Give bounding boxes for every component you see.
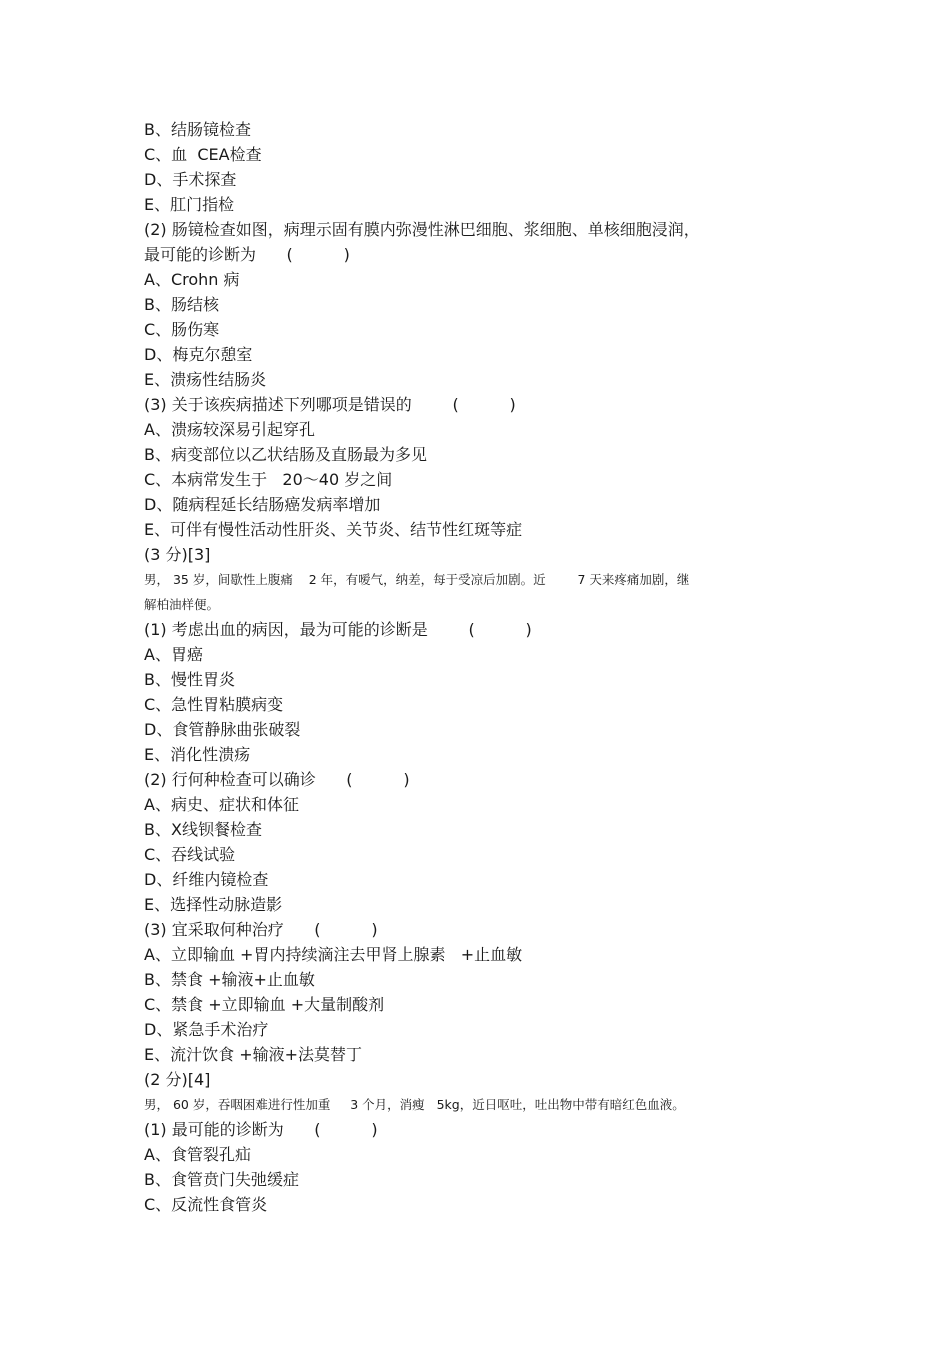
text-line: E、消化性溃疡: [144, 745, 251, 764]
text-line: (1) 考虑出血的病因，最为可能的诊断是 ( ): [144, 620, 532, 639]
text-line: D、手术探查: [144, 170, 237, 189]
text-line: (3) 关于该疾病描述下列哪项是错误的 ( ): [144, 395, 516, 414]
text-line: E、选择性动脉造影: [144, 895, 283, 914]
text-line: D、纤维内镜检查: [144, 870, 269, 889]
text-line: B、肠结核: [144, 295, 219, 314]
text-line: C、血 CEA检查: [144, 145, 262, 164]
text-line: E、可伴有慢性活动性肝炎、关节炎、结节性红斑等症: [144, 520, 523, 539]
text-line: B、慢性胃炎: [144, 670, 235, 689]
text-line: A、立即输血 +胃内持续滴注去甲肾上腺素 +止血敏: [144, 945, 523, 964]
text-line: 男， 60 岁，吞咽困难进行性加重 3 个月，消瘦 5kg，近日呕吐，吐出物中带有暗红色血液。: [144, 1097, 685, 1112]
text-line: A、病史、症状和体征: [144, 795, 299, 814]
text-line: A、溃疡较深易引起穿孔: [144, 420, 315, 439]
text-line: B、病变部位以乙状结肠及直肠最为多见: [144, 445, 427, 464]
text-line: E、溃疡性结肠炎: [144, 370, 267, 389]
text-line: B、X线钡餐检查: [144, 820, 262, 839]
text-line: (2) 行何种检查可以确诊 ( ): [144, 770, 410, 789]
text-line: B、结肠镜检查: [144, 120, 251, 139]
text-line: E、肛门指检: [144, 195, 235, 214]
text-line: C、肠伤寒: [144, 320, 220, 339]
text-line: (1) 最可能的诊断为 ( ): [144, 1120, 378, 1139]
text-line: A、胃癌: [144, 645, 203, 664]
text-line: 解柏油样便。: [144, 597, 220, 612]
text-line: C、急性胃粘膜病变: [144, 695, 284, 714]
text-line: (2) 肠镜检查如图，病理示固有膜内弥漫性淋巴细胞、浆细胞、单核细胞浸润，: [144, 220, 700, 239]
text-line: B、食管贲门失弛缓症: [144, 1170, 299, 1189]
text-line: D、随病程延长结肠癌发病率增加: [144, 495, 381, 514]
text-line: (2 分)[4]: [144, 1070, 211, 1089]
text-line: E、流汁饮食 +输液+法莫替丁: [144, 1045, 363, 1064]
text-line: A、Crohn 病: [144, 270, 240, 289]
text-line: (3 分)[3]: [144, 545, 211, 564]
text-line: 最可能的诊断为 ( ): [144, 245, 350, 264]
text-line: C、本病常发生于 20～40 岁之间: [144, 470, 393, 489]
text-line: C、吞线试验: [144, 845, 236, 864]
document-body: [144, 117, 824, 1217]
text-line: D、食管静脉曲张破裂: [144, 720, 301, 739]
text-line: 男， 35 岁，间歇性上腹痛 2 年，有嗳气，纳差，每于受凉后加剧。近 7 天来疼痛加剧，继: [144, 572, 690, 587]
text-line: C、禁食 +立即输血 +大量制酸剂: [144, 995, 385, 1014]
text-line: C、反流性食管炎: [144, 1195, 268, 1214]
text-line: D、梅克尔憩室: [144, 345, 253, 364]
text-line: A、食管裂孔疝: [144, 1145, 251, 1164]
text-line: D、紧急手术治疗: [144, 1020, 269, 1039]
text-line: (3) 宜采取何种治疗 ( ): [144, 920, 378, 939]
text-line: B、禁食 +输液+止血敏: [144, 970, 315, 989]
